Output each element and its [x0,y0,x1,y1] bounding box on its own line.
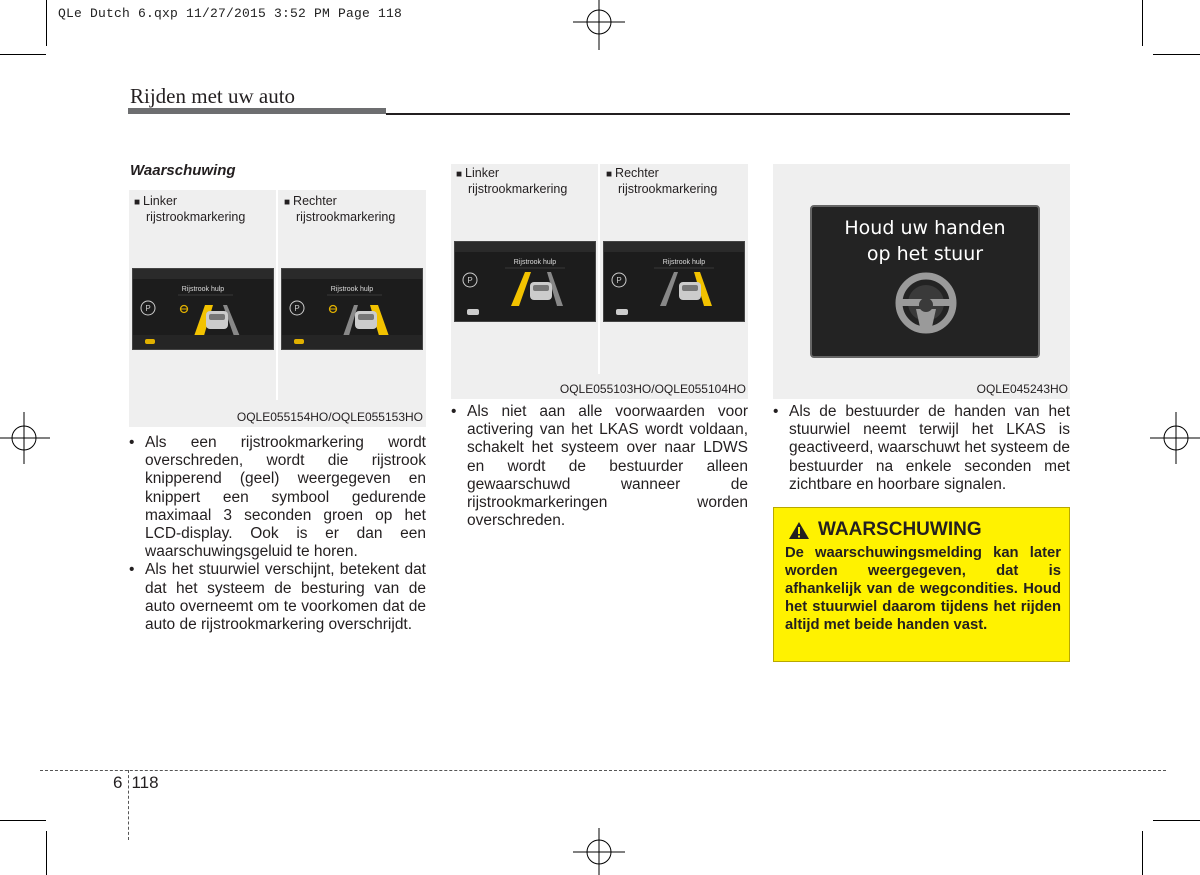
svg-text:P: P [467,276,473,285]
section-title: Rijden met uw auto [130,84,296,108]
footer-dashed-rule [40,770,1166,771]
svg-text:P: P [294,304,300,313]
list-item: • Als de bestuurder de handen van het stuurwiel neemt terwijl het LKAS is geactiveerd, waarschuwt het systeem de bestuurder na enkele seconden met zichtbare en hoorbare signalen. [773,403,1070,494]
header-rule-thin [386,113,1070,115]
panel-divider [276,190,278,400]
figure-lane-marking-1 [129,190,426,427]
crop-mark [1142,831,1143,875]
crop-mark [1153,820,1200,821]
screen-title: Rijstrook hulp [513,259,557,266]
figure-lane-marking-2 [451,164,748,399]
registration-mark-left [0,408,50,468]
crop-mark [46,831,47,875]
lcd-screen-right-lane [603,241,745,322]
screen-title: Rijstrook hulp [181,286,225,293]
column-3-text [773,403,1070,494]
svg-text:P: P [616,276,622,285]
figure-hands-on-wheel [773,164,1070,399]
warning-title: WAARSCHUWING [788,519,982,541]
square-bullet-icon: ■ [606,169,613,180]
left-panel-label: ■ Linker rijstrookmarkering [134,194,246,224]
screen-title: Rijstrook hulp [330,286,374,293]
crop-mark [0,54,46,55]
lane-display-graphic [604,242,744,321]
crop-mark [0,820,46,821]
lane-display-graphic [455,242,595,321]
left-panel-label: ■ Linker rijstrookmarkering [456,166,568,196]
panel-divider [598,164,600,374]
page-number-value: 118 [131,773,159,792]
figure-caption: OQLE055103HO/OQLE055104HO [559,382,746,396]
column-2-text [451,403,748,530]
crop-mark [46,0,47,46]
right-panel-label: ■ Rechter rijstrookmarkering [606,166,718,196]
warning-triangle-icon [788,521,810,540]
page-number [113,773,159,793]
figure-caption: OQLE045243HO [976,382,1068,396]
column-1-text [129,434,426,634]
crop-mark [1142,0,1143,46]
square-bullet-icon: ■ [456,169,463,180]
list-item: • Als niet aan alle voorwaarden voor activering van het LKAS wordt voldaan, schakelt het systeem over naar LDWS en wordt de bestuurder alleen gewaarschuwd wanneer de rijstrookmarkeringen worden overschreden. [451,403,748,530]
header-rule-thick [128,108,386,114]
warning-body: De waarschuwingsmelding kan later worden weergegeven, dat is afhankelijk van de wegcondities. Houd het stuurwiel daarom tijdens het rijden altijd met beide handen vast. [785,545,1061,634]
lane-display-graphic [282,269,422,349]
lane-display-graphic [133,269,273,349]
steering-wheel-icon [894,271,958,335]
lcd-screen-right-lane [281,268,423,350]
right-panel-label: ■ Rechter rijstrookmarkering [284,194,396,224]
hands-on-wheel-message: Houd uw handen op het stuur [844,217,1006,265]
warning-box [773,507,1070,662]
list-item: • Als een rijstrookmarkering wordt overschreden, wordt die rijstrook knipperend (geel) weergegeven en knippert een symbool gedurende maximaal 3 seconden groen op het LCD-display. Ook is er dan een waarschuwingsgeluid te horen. [129,434,426,561]
registration-mark-right [1150,408,1200,468]
lcd-screen-left-lane [454,241,596,322]
screen-title: Rijstrook hulp [662,259,706,266]
crop-mark [1153,54,1200,55]
figure-caption: OQLE055154HO/OQLE055153HO [236,410,423,424]
print-slug: QLe Dutch 6.qxp 11/27/2015 3:52 PM Page 118 [58,6,403,21]
lcd-hands-on-wheel-screen [810,205,1040,358]
chapter-number: 6 [113,773,123,792]
subheading: Waarschuwing [130,162,236,179]
registration-mark-top [569,0,629,50]
square-bullet-icon: ■ [134,197,141,208]
lcd-screen-left-lane [132,268,274,350]
square-bullet-icon: ■ [284,197,291,208]
registration-mark-bottom [569,828,629,875]
list-item: • Als het stuurwiel verschijnt, betekent dat dat het systeem de besturing van de auto overneemt om te voorkomen dat de auto de rijstrookmarkering overschrijdt. [129,561,426,634]
svg-text:P: P [145,304,151,313]
